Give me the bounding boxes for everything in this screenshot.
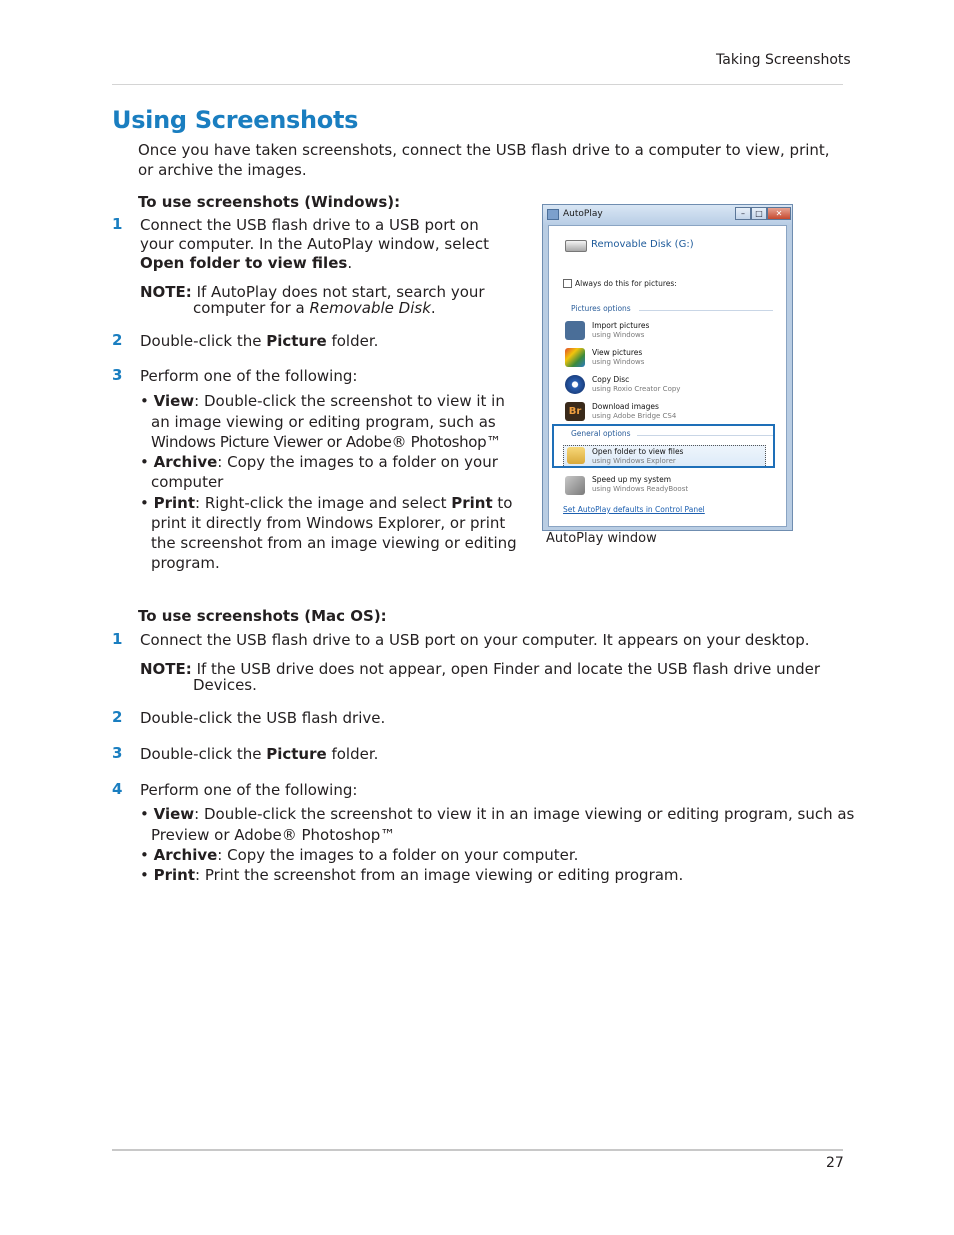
- drive-title: Removable Disk (G:): [591, 239, 694, 250]
- option-open-folder-sub: using Windows Explorer: [592, 457, 676, 465]
- autoplay-title: AutoPlay: [563, 209, 603, 219]
- option-download-main: Download images: [592, 402, 659, 411]
- mac-bullet-view-line-2: Preview or Adobe® Photoshop™: [151, 826, 396, 844]
- mac-step-1-number: 1: [112, 630, 123, 648]
- win-bullet-view-line-2: an image viewing or editing program, such as: [151, 413, 496, 431]
- option-copy-sub: using Roxio Creator Copy: [592, 385, 681, 393]
- page-title: Using Screenshots: [112, 106, 359, 134]
- option-copy-main: Copy Disc: [592, 375, 630, 384]
- mac-step-4: Perform one of the following:: [140, 781, 358, 799]
- intro-line-2: or archive the images.: [138, 161, 307, 179]
- mac-bullet-view: • View: Double-click the screenshot to view it in an image viewing or editing program, such as: [140, 805, 855, 823]
- mac-note-line-2: Devices.: [193, 676, 257, 694]
- win-step-1-line-1: Connect the USB flash drive to a USB port on: [140, 216, 479, 234]
- autoplay-body: [548, 225, 787, 527]
- win-step-3: Perform one of the following:: [140, 367, 358, 385]
- win-note-line-2: computer for a Removable Disk.: [193, 299, 436, 317]
- header-rule: [112, 84, 843, 85]
- control-panel-link: Set AutoPlay defaults in Control Panel: [563, 505, 705, 514]
- open-folder-highlight: [552, 424, 775, 468]
- win-step-1-line-3: Open folder to view files.: [140, 254, 353, 272]
- general-options-label: General options: [571, 429, 631, 438]
- option-speed-main: Speed up my system: [592, 475, 672, 484]
- removable-disk-italic: Removable Disk: [309, 299, 431, 317]
- disc-icon: [565, 375, 585, 394]
- running-header: Taking Screenshots: [716, 52, 851, 68]
- option-view-sub: using Windows: [592, 358, 645, 366]
- adobe-bridge-icon: Br: [565, 402, 585, 421]
- win-bullet-archive: • Archive: Copy the images to a folder on your: [140, 453, 498, 471]
- win-bullet-view: • View: Double-click the screenshot to view it in: [140, 392, 505, 410]
- autoplay-app-icon: [547, 209, 559, 220]
- win-bullet-view-line-3: Windows Picture Viewer or Adobe® Photoshop™: [151, 433, 501, 451]
- mac-step-2-number: 2: [112, 708, 123, 726]
- pictures-options-label: Pictures options: [571, 304, 631, 313]
- figure-caption: AutoPlay window: [546, 531, 657, 546]
- win-bullet-print: • Print: Right-click the image and select Print to: [140, 494, 513, 512]
- mac-step-3: Double-click the Picture folder.: [140, 745, 379, 763]
- note-label: NOTE:: [140, 283, 192, 301]
- always-checkbox: [563, 279, 572, 288]
- maximize-icon: □: [751, 207, 767, 220]
- win-bullet-print-line-4: program.: [151, 554, 220, 572]
- option-import-sub: using Windows: [592, 331, 645, 339]
- mac-step-1: Connect the USB flash drive to a USB port on your computer. It appears on your desktop.: [140, 631, 810, 649]
- option-open-folder-main: Open folder to view files: [592, 447, 684, 456]
- mac-step-4-number: 4: [112, 780, 123, 798]
- intro-line-1: Once you have taken screenshots, connect the USB flash drive to a computer to view, print,: [138, 141, 830, 159]
- option-download-sub: using Adobe Bridge CS4: [592, 412, 677, 420]
- option-speed-sub: using Windows ReadyBoost: [592, 485, 689, 493]
- win-step-2-number: 2: [112, 331, 123, 349]
- camera-icon: [565, 321, 585, 340]
- win-bullet-print-line-3: the screenshot from an image viewing or editing: [151, 534, 517, 552]
- win-bullet-archive-line-2: computer: [151, 473, 224, 491]
- minimize-icon: –: [735, 207, 751, 220]
- open-folder-bold: Open folder to view files: [140, 254, 348, 272]
- win-note: NOTE: If AutoPlay does not start, search your: [140, 283, 485, 301]
- mac-step-3-number: 3: [112, 744, 123, 762]
- mac-note: NOTE: If the USB drive does not appear, open Finder and locate the USB flash drive under: [140, 660, 820, 678]
- always-label: Always do this for pictures:: [575, 279, 677, 288]
- mac-step-2: Double-click the USB flash drive.: [140, 709, 386, 727]
- photo-viewer-icon: [565, 348, 585, 367]
- win-step-3-number: 3: [112, 366, 123, 384]
- win-step-1-line-2: your computer. In the AutoPlay window, select: [140, 235, 489, 253]
- autoplay-title-bar: [543, 205, 792, 225]
- option-view-main: View pictures: [592, 348, 643, 357]
- pictures-options-divider: [639, 310, 773, 311]
- usb-drive-icon: [565, 240, 587, 252]
- option-import-main: Import pictures: [592, 321, 650, 330]
- mac-bullet-archive: • Archive: Copy the images to a folder on your computer.: [140, 846, 579, 864]
- autoplay-window-figure: [542, 204, 793, 531]
- readyboost-icon: [565, 476, 585, 495]
- windows-heading: To use screenshots (Windows):: [138, 193, 401, 211]
- close-icon: ✕: [767, 207, 791, 220]
- mac-bullet-print: • Print: Print the screenshot from an image viewing or editing program.: [140, 866, 684, 884]
- page-number: 27: [826, 1155, 844, 1171]
- footer-rule: [112, 1149, 843, 1151]
- mac-heading: To use screenshots (Mac OS):: [138, 607, 387, 625]
- win-step-1-number: 1: [112, 215, 123, 233]
- win-bullet-print-line-2: print it directly from Windows Explorer, or print: [151, 514, 506, 532]
- win-step-2: Double-click the Picture folder.: [140, 332, 379, 350]
